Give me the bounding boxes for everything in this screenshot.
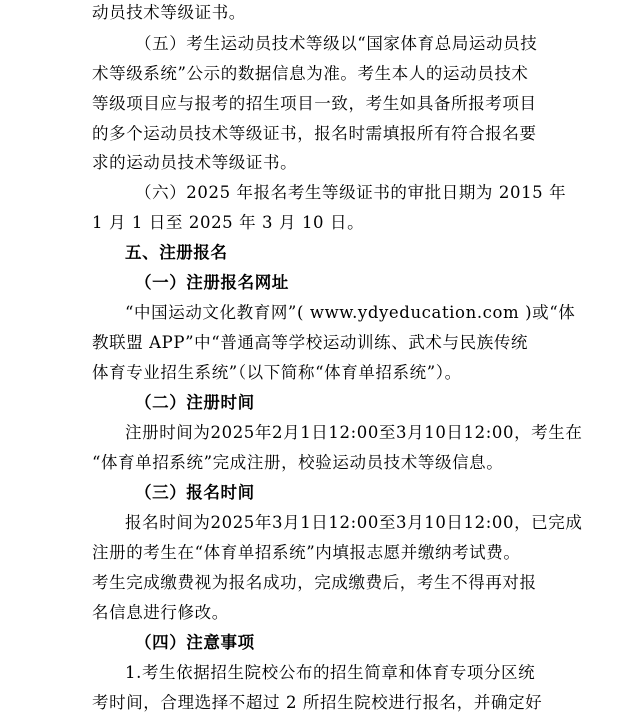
subheading-application-time: （三）报名时间 <box>135 483 255 502</box>
paragraph-application-time-start: 报名时间为2025年3月1日12:00至3月10日12:00，已完成 <box>125 513 583 532</box>
paragraph-notes-start: 1.考生依据招生院校公布的招生简章和体育专项分区统 <box>125 663 536 682</box>
paragraph-5-line: 术等级系统”公示的数据信息为准。考生本人的运动员技术 <box>92 64 529 83</box>
paragraph-url-line: 教联盟 APP”中“普通高等学校运动训练、武术与民族传统 <box>92 333 529 352</box>
paragraph-5-line: 等级项目应与报考的招生项目一致，考生如具备所报考项目 <box>92 94 537 113</box>
paragraph-registration-time-start: 注册时间为2025年2月1日12:00至3月10日12:00，考生在 <box>125 423 583 442</box>
section-heading-registration: 五、注册报名 <box>125 243 228 262</box>
subheading-registration-url: （一）注册报名网址 <box>135 273 289 292</box>
subheading-notes: （四）注意事项 <box>135 633 255 652</box>
paragraph-notes-line: 考时间，合理选择不超过 2 所招生院校进行报名，并确定好 <box>92 693 543 712</box>
paragraph-registration-time-line: “体育单招系统”完成注册，校验运动员技术等级信息。 <box>92 453 504 472</box>
text-line-continuation: 动员技术等级证书。 <box>92 3 246 22</box>
subheading-registration-time: （二）注册时间 <box>135 393 255 412</box>
paragraph-5-line: 的多个运动员技术等级证书，报名时需填报所有符合报名要 <box>92 124 537 143</box>
paragraph-application-time-line: 注册的考生在“体育单招系统”内填报志愿并缴纳考试费。 <box>92 543 521 562</box>
paragraph-application-time-line: 名信息进行修改。 <box>92 603 229 622</box>
paragraph-5-start: （五）考生运动员技术等级以“国家体育总局运动员技 <box>135 34 538 53</box>
paragraph-5-line: 求的运动员技术等级证书。 <box>92 153 298 172</box>
paragraph-6-start: （六）2025 年报名考生等级证书的审批日期为 2015 年 <box>135 183 567 202</box>
paragraph-url-start: “中国运动文化教育网”( www.ydyeducation.com )或“体 <box>125 303 576 322</box>
paragraph-url-line: 体育专业招生系统”（以下简称“体育单招系统”）。 <box>92 363 462 382</box>
paragraph-6-line: 1 月 1 日至 2025 年 3 月 10 日。 <box>92 213 365 232</box>
paragraph-application-time-line: 考生完成缴费视为报名成功，完成缴费后，考生不得再对报 <box>92 573 537 592</box>
